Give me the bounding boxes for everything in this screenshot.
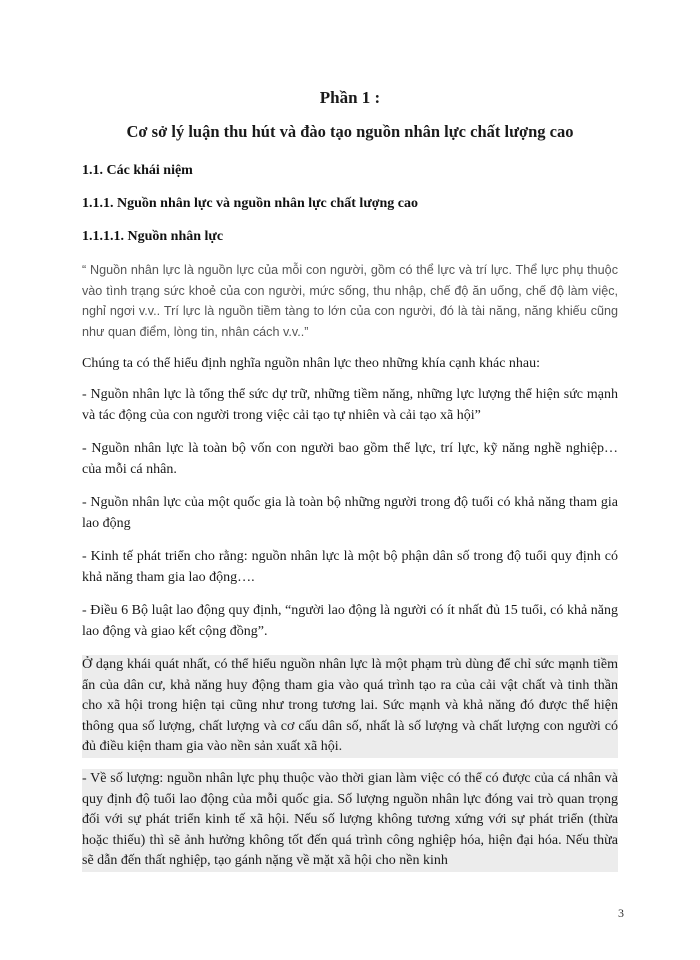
general-paragraph: Ở dạng khái quát nhất, có thể hiểu nguồn nhân lực là một phạm trù dùng để chỉ sức mạnh tiềm ẩn của dân cư, khả năng huy động tham gia vào quá trình tạo ra của cải vật chất và tinh thần cho xã hội trong hiện tại cũng như trong tương lai. Sức mạnh và khả năng đó được thể hiện thông qua số lượng, chất lượng và cơ cấu dân số, nhất là số lượng và chất lượng con người có đủ điều kiện tham gia vào nền sản xuất xã hội. [82,655,618,758]
chapter-title: Cơ sở lý luận thu hút và đào tạo nguồn nhân lực chất lượng cao [126,122,574,141]
bullet-2: - Nguồn nhân lực là toàn bộ vốn con người bao gồm thể lực, trí lực, kỹ năng nghề nghiệp… của mỗi cá nhân. [82,441,618,477]
bullet-1: - Nguồn nhân lực là tổng thể sức dự trữ, những tiềm năng, những lực lượng thể hiện sức mạnh và tác động của con người trong việc cải tạo tự nhiên và cải tạo xã hội” [82,387,618,423]
heading-1-1: 1.1. Các khái niệm [82,163,193,178]
bullet-3: - Nguồn nhân lực của một quốc gia là toàn bộ những người trong độ tuổi có khả năng tham gia lao động [82,495,618,531]
part-title: Phần 1 : [319,88,381,107]
bullet-4: - Kinh tế phát triển cho rằng: nguồn nhân lực là một bộ phận dân số trong độ tuổi quy định có khả năng tham gia lao động…. [82,549,618,585]
heading-1-1-1-1: 1.1.1.1. Nguồn nhân lực [82,229,224,244]
intro-paragraph: Chúng ta có thể hiểu định nghĩa nguồn nhân lực theo những khía cạnh khác nhau: [82,356,541,371]
definition-quote: “ Nguồn nhân lực là nguồn lực của mỗi con người, gồm có thể lực và trí lực. Thể lực phụ thuộc vào tình trạng sức khoẻ của con người, mức sống, thu nhập, chế độ ăn uống, chế độ làm việc, nghỉ ngơi v.v.. Trí lực là nguồn tiềm tàng to lớn của con người, đó là tài năng, năng khiếu cũng như quan điểm, lòng tin, nhân cách v.v..” [82,263,618,339]
bullet-5: - Điều 6 Bộ luật lao động quy định, “người lao động là người có ít nhất đủ 15 tuổi, có khả năng lao động và giao kết cộng đồng”. [82,603,618,639]
page-number: 3 [618,906,624,920]
quantity-paragraph: - Về số lượng: nguồn nhân lực phụ thuộc vào thời gian làm việc có thể có được của cá nhân và quy định độ tuổi lao động của mỗi quốc gia. Số lượng nguồn nhân lực đóng vai trò quan trọng đối với sự phát triển kinh tế xã hội. Nếu số lượng không tương xứng với sự phát triển (thừa hoặc thiếu) thì sẽ ảnh hưởng không tốt đến quá trình công nghiệp hóa, hiện đại hóa. Nếu thừa sẽ dẫn đến thất nghiệp, tạo gánh nặng về mặt xã hội cho nền kinh [82,769,618,872]
heading-1-1-1: 1.1.1. Nguồn nhân lực và nguồn nhân lực chất lượng cao [82,196,418,211]
